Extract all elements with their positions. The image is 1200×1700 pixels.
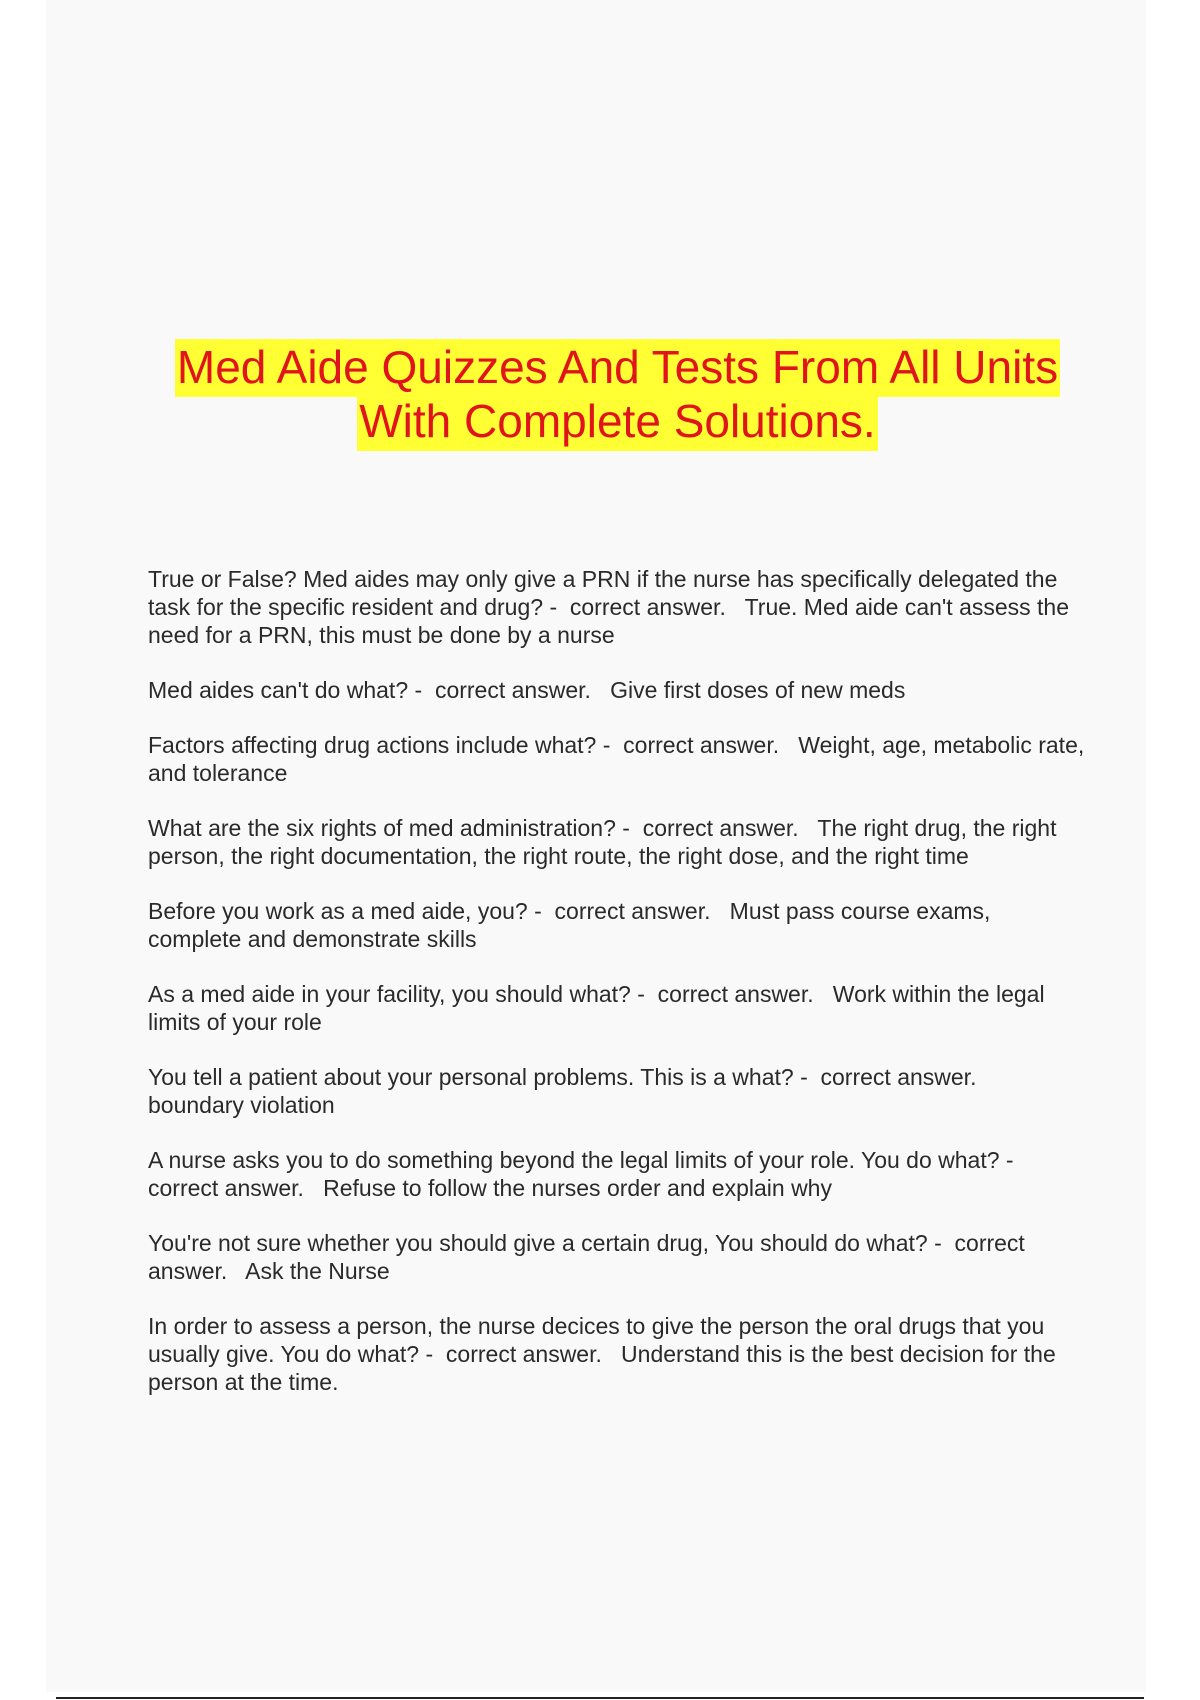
qa-answer: Understand this is the best decision for the person at the time. [148,1341,1063,1395]
qa-question: What are the six rights of med administration? [148,815,616,841]
qa-question: Med aides can't do what? [148,677,409,703]
qa-separator: - correct answer. [527,898,730,924]
qa-answer: Give first doses of new meds [610,677,906,703]
qa-separator: - correct answer. [793,1064,996,1090]
qa-item [148,1229,1088,1285]
qa-answer: Refuse to follow the nurses order and explain why [323,1175,832,1201]
qa-separator: - correct answer. [543,594,745,620]
qa-question: A nurse asks you to do something beyond the legal limits of your role. You do what? [148,1147,1000,1173]
qa-separator: - correct answer. [148,1230,1032,1284]
document-title [0,340,1200,448]
qa-item [148,980,1088,1036]
qa-question: In order to assess a person, the nurse decices to give the person the oral drugs that you usually give. You do what? [148,1313,1051,1367]
qa-answer: Must pass course exams, complete and demonstrate skills [148,898,997,952]
qa-separator: - correct answer. [596,732,799,758]
qa-item [148,1146,1088,1202]
qa-answer: True. Med aide can't assess the need for a PRN, this must be done by a nurse [148,594,1076,648]
qa-question: Before you work as a med aide, you? [148,898,528,924]
footer-divider [56,1697,1144,1699]
qa-answer: The right drug, the right person, the right documentation, the right route, the right dose, and the right time [148,815,1063,869]
qa-separator: - correct answer. [408,677,611,703]
title-line-2: With Complete Solutions. [357,393,877,451]
qa-item [148,1063,1088,1119]
qa-item [148,814,1088,870]
qa-answer: Weight, age, metabolic rate, and tolerance [148,732,1091,786]
qa-separator: - correct answer. [630,981,833,1007]
qa-item [148,1312,1088,1396]
qa-question: You tell a patient about your personal problems. This is a what? [148,1064,794,1090]
qa-question: Factors affecting drug actions include what? [148,732,597,758]
qa-question: True or False? Med aides may only give a PRN if the nurse has specifically delegated the task for the specific resident and drug? [148,566,1064,620]
qa-separator: - correct answer. [148,1147,1027,1201]
qa-item [148,897,1088,953]
qa-item [148,565,1088,649]
qa-answer: Work within the legal limits of your role [148,981,1051,1035]
title-line-1: Med Aide Quizzes And Tests From All Units [175,339,1060,397]
qa-item [148,676,1088,704]
qa-question: As a med aide in your facility, you should what? [148,981,631,1007]
qa-item [148,731,1091,787]
qa-answer: boundary violation [148,1092,335,1118]
qa-separator: - correct answer. [419,1341,622,1367]
qa-list [148,565,1091,1423]
qa-separator: - correct answer. [615,815,818,841]
qa-question: You're not sure whether you should give a certain drug, You should do what? [148,1230,928,1256]
qa-answer: Ask the Nurse [245,1258,390,1284]
